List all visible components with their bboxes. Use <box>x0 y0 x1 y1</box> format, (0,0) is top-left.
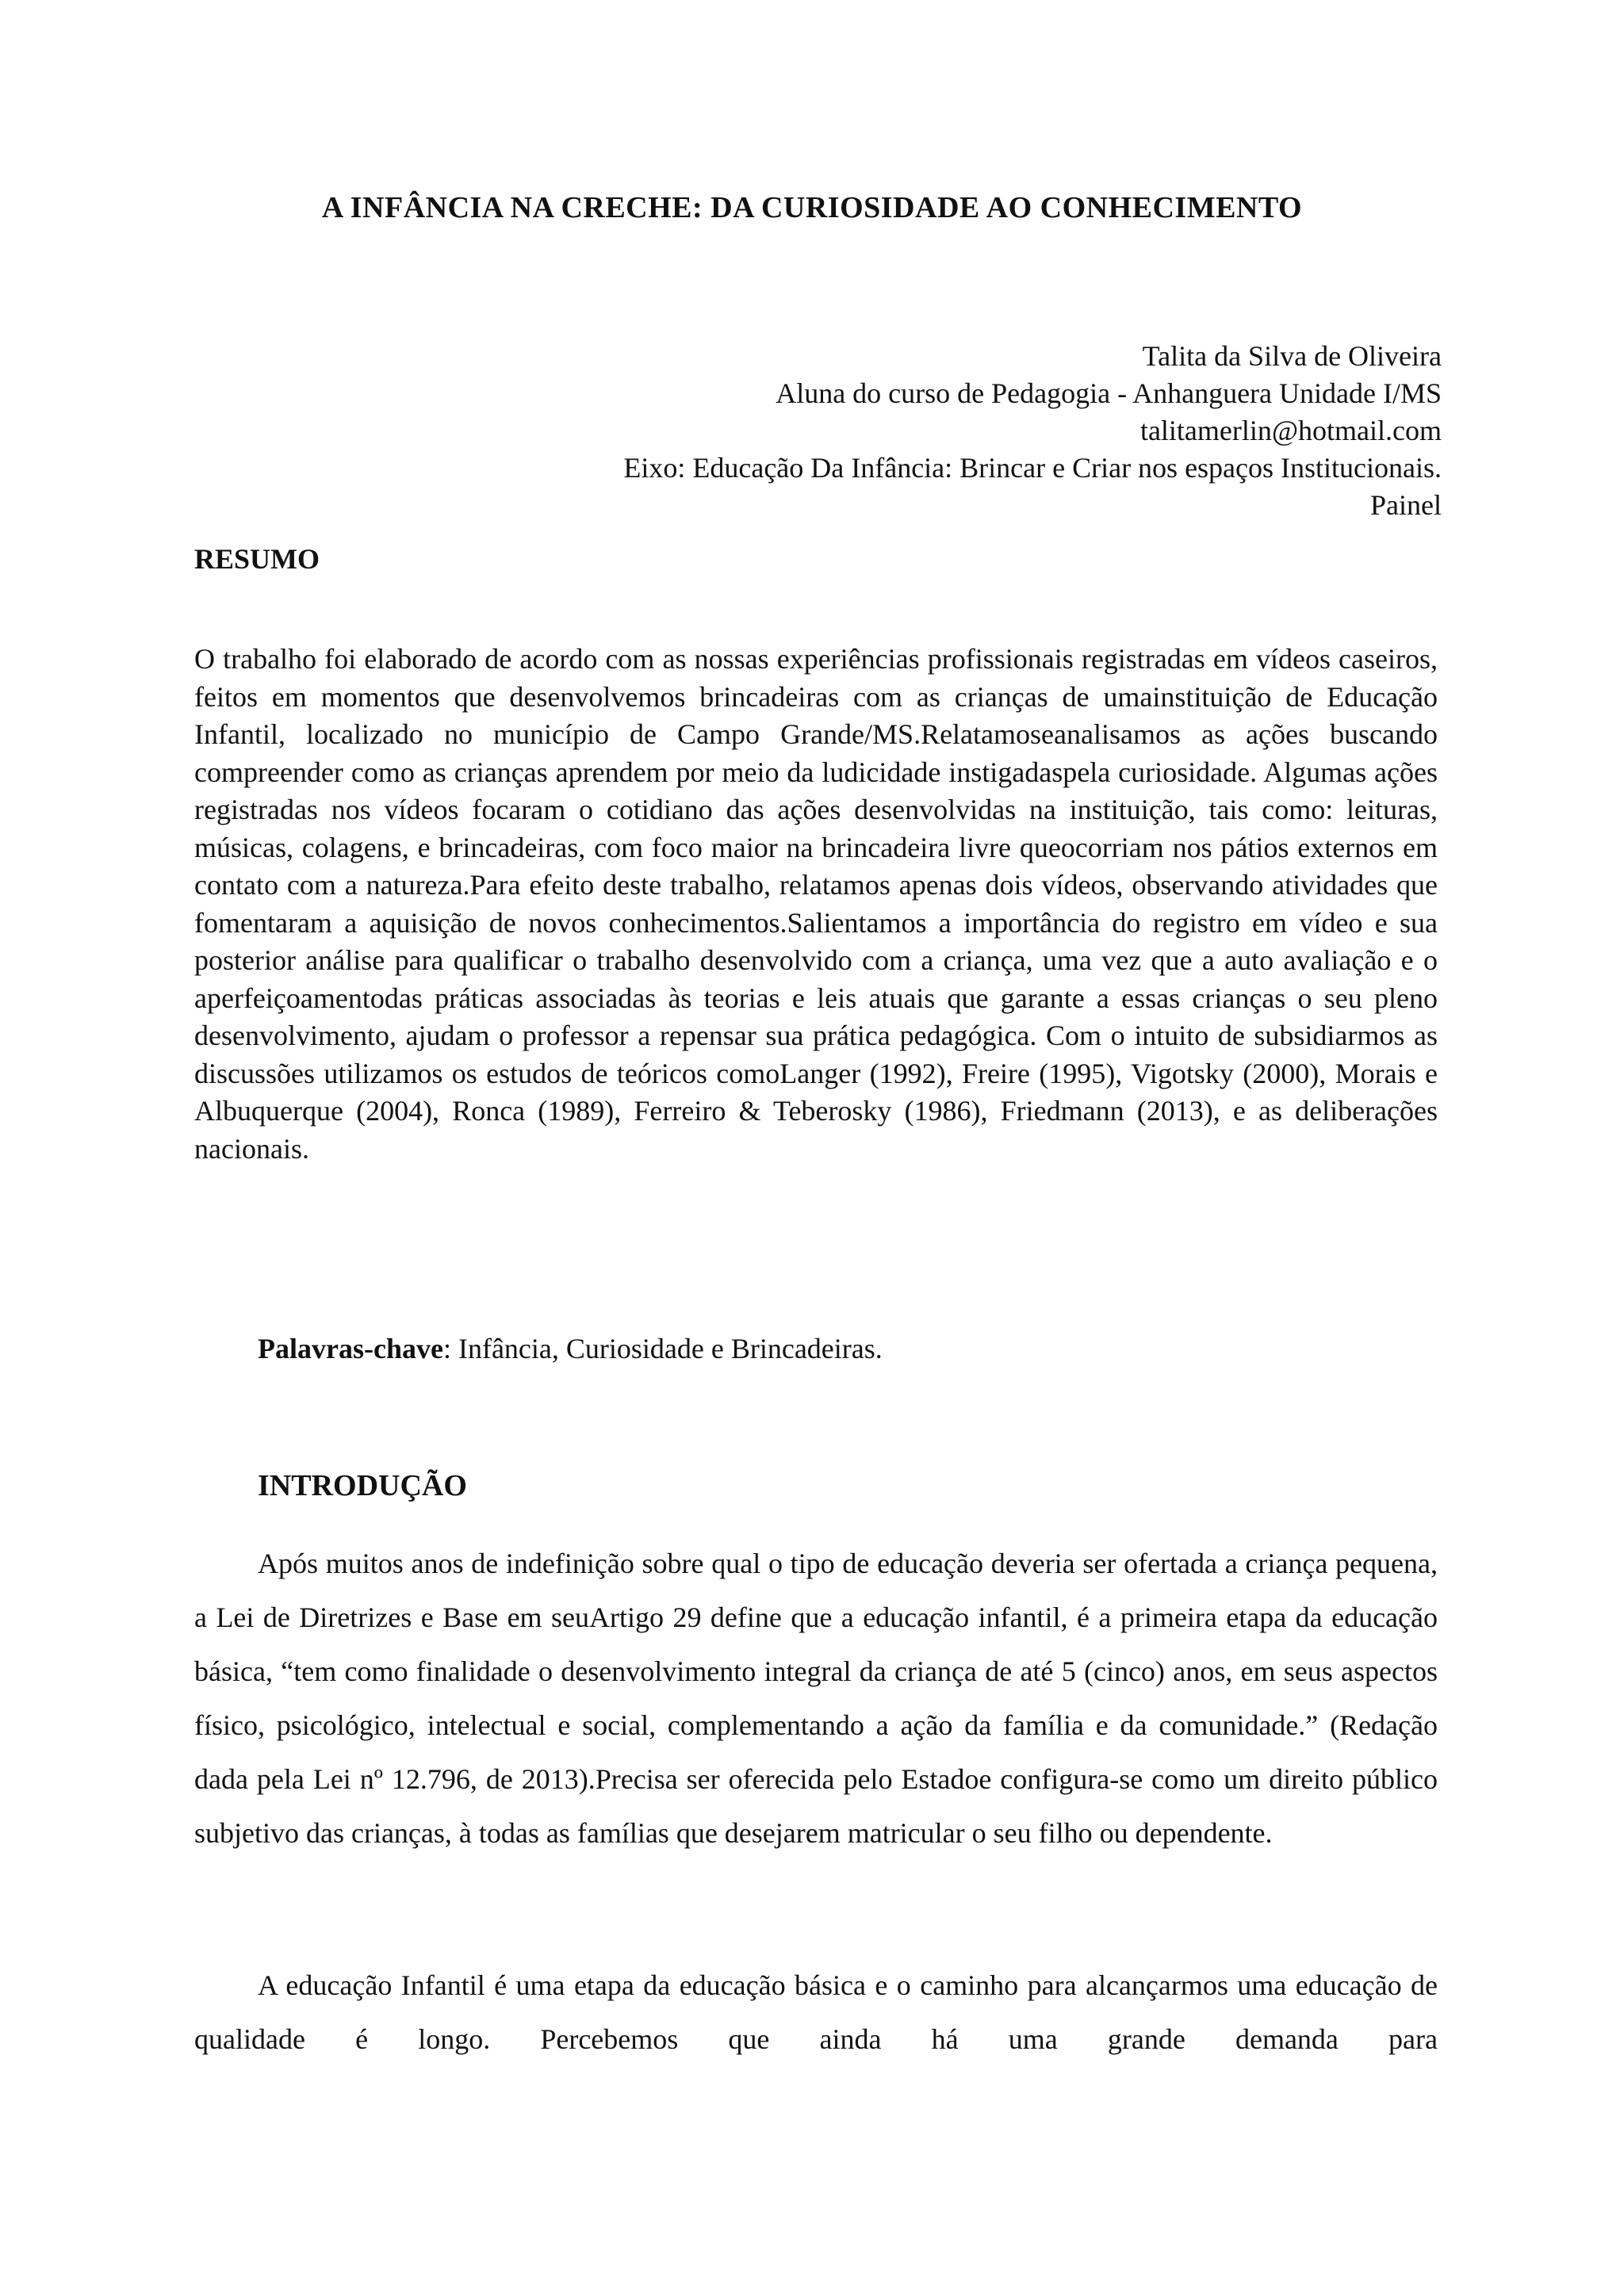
presentation-format: Painel <box>1370 489 1442 521</box>
author-axis: Eixo: Educação Da Infância: Brincar e Criar nos espaços Institucionais. <box>623 452 1442 484</box>
resumo-heading: RESUMO <box>194 543 320 575</box>
abstract-text: O trabalho foi elaborado de acordo com as nossas experiências profissionais registradas em vídeos caseiros, feitos em momentos que desenvolvemos brincadeiras com as crianças de umainstituição de Educação Infantil, localizado no município de Campo Grande/MS.Relatamoseanalisamos as ações buscando compreender como as crianças aprendem por meio da ludicidade instigadaspela curiosidade. Algumas ações registradas nos vídeos focaram o cotidiano das ações desenvolvidas na instituição, tais como: leituras, músicas, colagens, e brincadeiras, com foco maior na brincadeira livre queocorriam nos pátios externos em contato com a natureza.Para efeito deste trabalho, relatamos apenas dois vídeos, observando atividades que fomentaram a aquisição de novos conhecimentos.Salientamos a importância do registro em vídeo e sua posterior análise para qualificar o trabalho desenvolvido com a criança, uma vez que a auto avaliação e o aperfeiçoamentodas práticas associadas às teorias e leis atuais que garante a essas crianças o seu pleno desenvolvimento, ajudam o professor a repensar sua prática pedagógica. Com o intuito de subsidiarmos as discussões utilizamos os estudos de teóricos comoLanger (1992), Freire (1995), Vigotsky (2000), Morais e Albuquerque (2004), Ronca (1989), Ferreiro & Teberosky (1986), Friedmann (2013), e as deliberações nacionais. <box>194 643 1438 1165</box>
author-affiliation: Aluna do curso de Pedagogia - Anhanguera Unidade I/MS <box>776 377 1442 409</box>
introducao-paragraph-1: Após muitos anos de indefinição sobre qual o tipo de educação deveria ser ofertada a criança pequena, a Lei de Diretrizes e Base em seuArtigo 29 define que a educação infantil, é a primeira etapa da educação básica, “tem como finalidade o desenvolvimento integral da criança de até 5 (cinco) anos, em seus aspectos físico, psicológico, intelectual e social, complementando a ação da família e da comunidade.” (Redação dada pela Lei nº 12.796, de 2013).Precisa ser oferecida pelo Estadoe configura-se como um direito público subjetivo das crianças, à todas as famílias que desejarem matricular o seu filho ou dependente. <box>194 1548 1438 1849</box>
author-email: talitamerlin@hotmail.com <box>1139 415 1442 446</box>
keywords-value: Infância, Curiosidade e Brincadeiras. <box>458 1333 883 1364</box>
introducao-paragraph-2: A educação Infantil é uma etapa da educação básica e o caminho para alcançarmos uma educação de qualidade é longo. Percebemos que ainda há uma grande demanda para <box>194 1969 1438 2055</box>
keywords-label: Palavras-chave <box>258 1333 443 1364</box>
author-name: Talita da Silva de Oliveira <box>1142 340 1442 372</box>
introducao-heading: INTRODUÇÃO <box>258 1469 467 1502</box>
keywords-separator: : <box>442 1333 458 1364</box>
keywords-line <box>258 1332 883 1365</box>
document-title: A INFÂNCIA NA CRECHE: DA CURIOSIDADE AO CONHECIMENTO <box>321 191 1303 224</box>
author-block <box>623 338 1442 524</box>
